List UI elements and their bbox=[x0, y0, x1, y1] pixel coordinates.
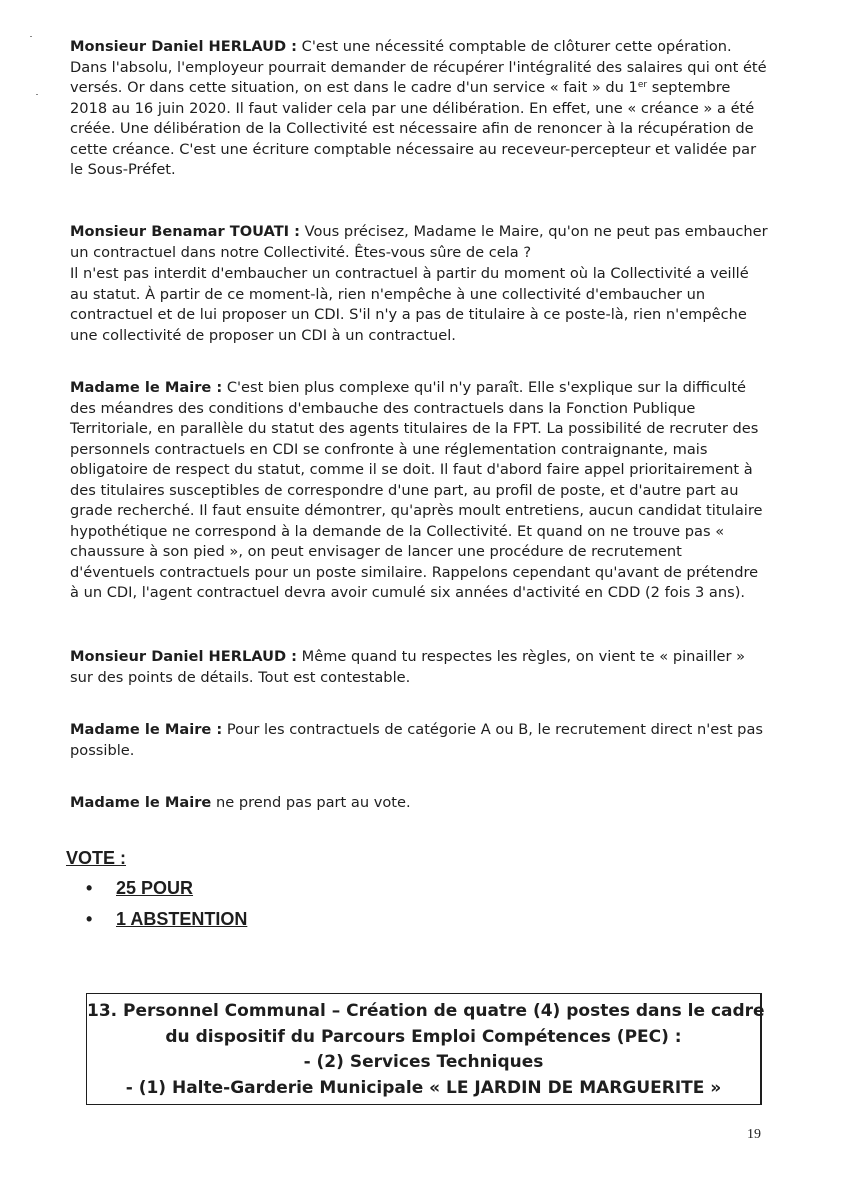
paragraph-text: C'est une nécessité comptable de clôturer cette opération. Dans l'absolu, l'employeur pourrait demander de récupérer l'intégralité des salaires qui ont été versés. Or dans cette situation, on est dans le cadre d'un service « fait » du 1 bbox=[70, 38, 767, 96]
vote-item bbox=[86, 907, 247, 938]
speaker-name: Madame le Maire : bbox=[70, 379, 223, 396]
paragraph-maire-2 bbox=[70, 720, 770, 761]
paragraph-text: Vous précisez, Madame le Maire, qu'on ne peut pas embaucher un contractuel dans notre Collectivité. Êtes-vous sûre de cela ? bbox=[70, 223, 768, 261]
speaker-name: Monsieur Benamar TOUATI : bbox=[70, 223, 301, 240]
section-subitem: - (2) Services Techniques bbox=[303, 1052, 544, 1072]
vote-count-pour: 25 POUR bbox=[116, 878, 194, 898]
section-heading-box bbox=[86, 993, 765, 1105]
paragraph-text: Il n'est pas interdit d'embaucher un contractuel à partir du moment où la Collectivité a veillé au statut. À partir de ce moment-là, rien n'empêche à une collectivité d'embaucher un contractuel et de lui proposer un CDI. S'il n'y a pas de titulaire à ce poste-là, rien n'empêche une collectivité de proposer un CDI à un contractuel. bbox=[70, 265, 749, 344]
superscript: er bbox=[637, 80, 648, 90]
paragraph-touati-continued bbox=[70, 264, 770, 346]
paragraph-maire-vote bbox=[70, 793, 770, 814]
paragraph-herlaud-2 bbox=[70, 647, 770, 688]
scan-speck bbox=[36, 94, 38, 95]
section-subitem: - (1) Halte-Garderie Municipale « LE JARDIN DE MARGUERITE » bbox=[125, 1078, 722, 1098]
page-number: 19 bbox=[747, 1127, 761, 1142]
section-title-line: 13. Personnel Communal – Création de quatre (4) postes dans le cadre bbox=[87, 1001, 765, 1021]
speaker-name: Madame le Maire : bbox=[70, 721, 223, 738]
paragraph-text: Pour les contractuels de catégorie A ou B, le recrutement direct n'est pas possible. bbox=[70, 721, 763, 759]
paragraph-text: ne prend pas part au vote. bbox=[211, 794, 411, 811]
bullet: • bbox=[86, 909, 93, 929]
vote-results bbox=[86, 876, 247, 938]
vote-heading: VOTE : bbox=[66, 848, 127, 868]
paragraph-herlaud-1 bbox=[70, 37, 770, 181]
bullet: • bbox=[86, 878, 93, 898]
vote-item bbox=[86, 876, 247, 907]
speaker-name: Monsieur Daniel HERLAUD : bbox=[70, 648, 297, 665]
speaker-name: Monsieur Daniel HERLAUD : bbox=[70, 38, 297, 55]
section-title-line: du dispositif du Parcours Emploi Compétences (PEC) : bbox=[165, 1027, 682, 1047]
paragraph-text: Même quand tu respectes les règles, on vient te « pinailler » sur des points de détails. Tout est contestable. bbox=[70, 648, 746, 686]
paragraph-maire-1 bbox=[70, 378, 770, 604]
scan-speck bbox=[30, 36, 32, 37]
vote-count-abstention: 1 ABSTENTION bbox=[116, 909, 248, 929]
paragraph-touati bbox=[70, 222, 770, 263]
speaker-name: Madame le Maire bbox=[70, 794, 212, 811]
paragraph-text: septembre 2018 au 16 juin 2020. Il faut valider cela par une délibération. En effet, une « créance » a été créée. Une délibération de la Collectivité est nécessaire afin de renoncer à la récupération de cette créance. C'est une écriture comptable nécessaire au receveur-percepteur et validée par le Sous-Préfet. bbox=[70, 79, 757, 178]
paragraph-text: C'est bien plus complexe qu'il n'y paraît. Elle s'explique sur la difficulté des méandres des conditions d'embauche des contractuels dans la Fonction Publique Territoriale, en parallèle du statut des agents titulaires de la FPT. La possibilité de recruter des personnels contractuels en CDI se confronte à une réglementation contraignante, mais obligatoire de respect du statut, comme il se doit. Il faut d'abord faire appel prioritairement à des titulaires susceptibles de correspondre d'une part, au profil de poste, et d'autre part au grade recherché. Il faut ensuite démontrer, qu'après moult entretiens, aucun candidat titulaire hypothétique ne correspond à la demande de la Collectivité. Et quand on ne trouve pas « chaussure à son pied », on peut envisager de lancer une procédure de recrutement d'éventuels contractuels pour un poste similaire. Rappelons cependant qu'avant de prétendre à un CDI, l'agent contractuel devra avoir cumulé six années d'activité en CDD (2 fois 3 ans). bbox=[70, 379, 763, 601]
